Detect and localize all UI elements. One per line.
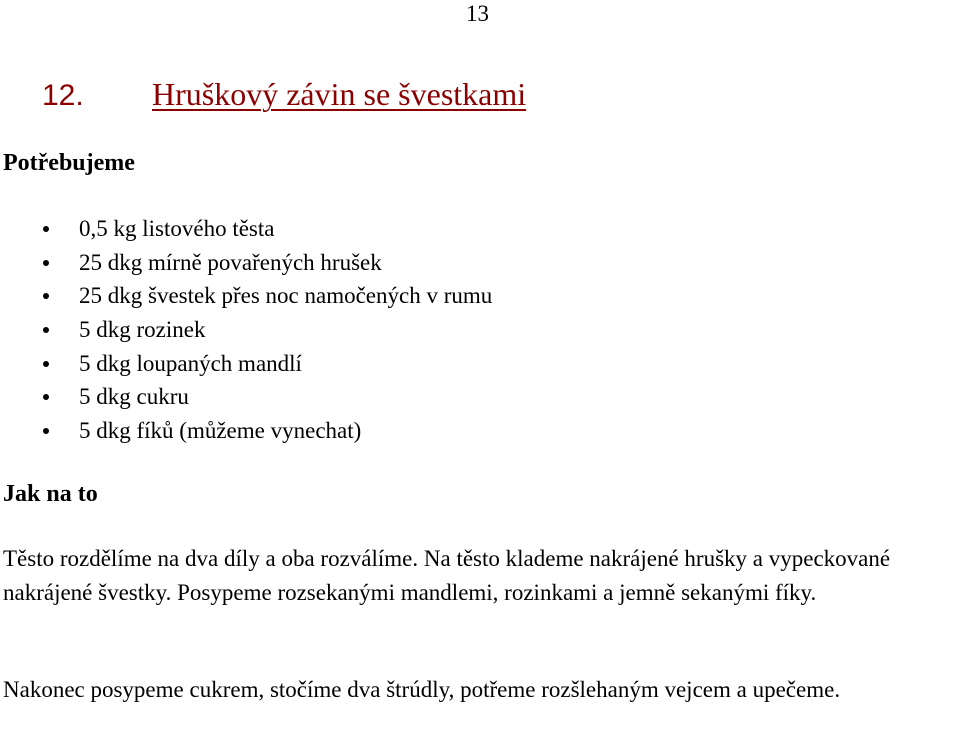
ingredient-item	[0, 212, 492, 246]
bullet-icon	[43, 361, 49, 367]
bullet-icon	[43, 327, 49, 333]
recipe-number: 12.	[42, 79, 84, 112]
page-number: 13	[466, 1, 489, 26]
ingredient-item	[0, 313, 492, 347]
ingredient-text: 25 dkg mírně povařených hrušek	[79, 249, 382, 275]
ingredient-text: 25 dkg švestek přes noc namočených v rumu	[79, 283, 493, 309]
ingredient-text: 0,5 kg listového těsta	[79, 216, 275, 241]
bullet-icon	[43, 293, 49, 299]
ingredient-text: 5 dkg cukru	[79, 384, 189, 410]
bullet-icon	[43, 260, 49, 266]
bullet-icon	[43, 226, 49, 232]
ingredient-text: 5 dkg loupaných mandlí	[79, 350, 302, 376]
method-heading: Jak na to	[3, 481, 98, 507]
ingredient-item	[0, 279, 492, 313]
method-paragraph: Nakonec posypeme cukrem, stočíme dva štrúdly, potřeme rozšlehaným vejcem a upečeme.	[3, 677, 841, 702]
ingredient-item	[0, 347, 492, 381]
recipe-title-row	[42, 74, 526, 116]
ingredients-heading: Potřebujeme	[3, 150, 135, 176]
ingredient-list	[0, 212, 492, 448]
ingredient-item	[0, 380, 492, 414]
bullet-icon	[43, 428, 49, 434]
ingredient-item	[0, 414, 492, 448]
bullet-icon	[43, 394, 49, 400]
ingredient-text: 5 dkg rozinek	[79, 317, 206, 343]
ingredient-text: 5 dkg fíků (můžeme vynechat)	[79, 418, 362, 444]
method-paragraph: Těsto rozdělíme na dva díly a oba rozválíme. Na těsto klademe nakrájené hrušky a vypeckované nakrájené švestky. Posypeme rozsekanými mandlemi, rozinkami a jemně sekanými fíky.	[3, 546, 891, 605]
ingredient-item	[0, 246, 492, 280]
recipe-title: Hruškový závin se švestkami	[152, 76, 527, 112]
